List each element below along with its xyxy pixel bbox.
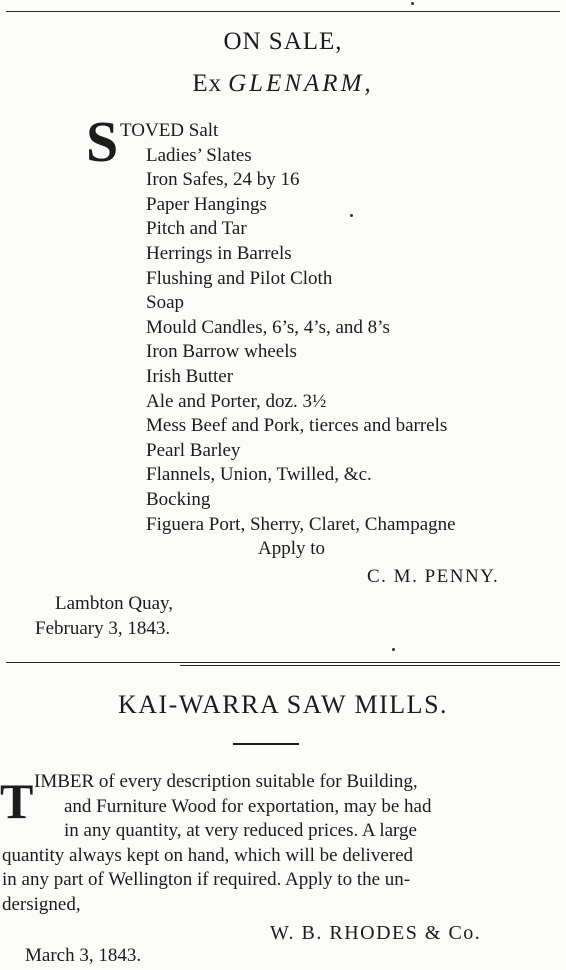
print-speck — [411, 2, 414, 5]
top-divider — [6, 11, 560, 12]
print-speck — [350, 214, 353, 217]
body-line: in any part of Wellington if required. Apply to the un- — [2, 869, 411, 890]
sawmills-heading: KAI-WARRA SAW MILLS. — [117, 690, 449, 719]
dropcap-t: T — [0, 773, 34, 829]
sale-item: Paper Hangings — [146, 193, 267, 215]
print-speck — [392, 648, 395, 651]
date-text-2: March 3, 1843. — [25, 945, 142, 966]
section-divider — [6, 662, 560, 663]
ship-heading — [0, 70, 566, 98]
signer-rhodes: W. B. RHODES & Co. — [270, 922, 482, 944]
sale-item: Pearl Barley — [146, 439, 241, 461]
ship-name: GLENARM, — [228, 70, 374, 97]
body-line: and Furniture Wood for exportation, may be had — [64, 795, 432, 817]
sale-item: Soap — [146, 292, 184, 314]
sale-item: Ale and Porter, doz. 3½ — [146, 390, 327, 412]
sale-item: Herrings in Barrels — [146, 242, 292, 264]
date-text: February 3, 1843. — [35, 618, 171, 639]
apply-to-text: Apply to — [258, 538, 326, 559]
sale-item: Ladies’ Slates — [146, 144, 252, 166]
signer-penny: C. M. PENNY. — [367, 566, 500, 587]
body-line: in any quantity, at very reduced prices. A large — [64, 820, 417, 841]
body-line: IMBER of every description suitable for Building, — [34, 771, 418, 792]
ex-label: Ex — [192, 70, 223, 97]
body-line: quantity always kept on hand, which will be delivered — [2, 844, 414, 866]
sale-item: Flushing and Pilot Cloth — [146, 267, 333, 289]
sale-item-first: TOVED Salt — [120, 120, 219, 141]
sale-item: Iron Safes, 24 by 16 — [146, 169, 300, 191]
sale-item: Bocking — [146, 488, 211, 510]
sale-items-list — [120, 119, 456, 537]
sale-item: Mould Candles, 6’s, 4’s, and 8’s — [146, 316, 390, 338]
short-divider — [233, 743, 299, 745]
body-line: dersigned, — [2, 893, 81, 915]
dropcap-s: S — [86, 109, 119, 174]
sawmills-body — [0, 770, 566, 917]
sale-item: Figuera Port, Sherry, Claret, Champagne — [146, 513, 456, 535]
sale-item: Iron Barrow wheels — [146, 341, 297, 363]
address-text: Lambton Quay, — [55, 593, 174, 614]
sale-item: Pitch and Tar — [146, 218, 247, 240]
sale-item: Flannels, Union, Twilled, &c. — [146, 464, 372, 486]
section-divider-shadow — [180, 665, 560, 666]
on-sale-heading: ON SALE, — [223, 28, 343, 55]
sale-item: Irish Butter — [146, 365, 234, 387]
sale-item: Mess Beef and Pork, tierces and barrels — [146, 415, 448, 437]
